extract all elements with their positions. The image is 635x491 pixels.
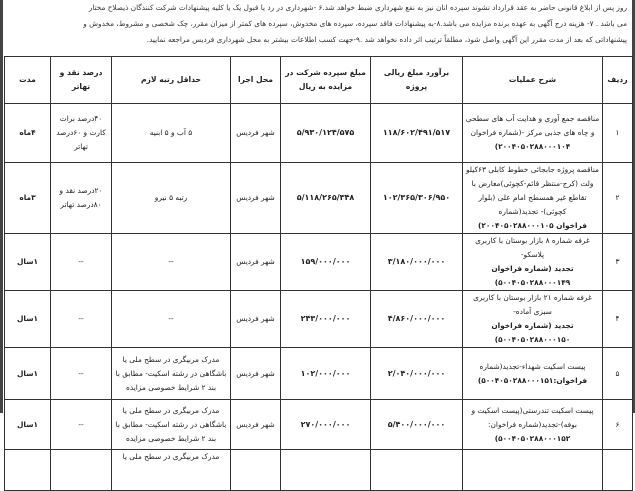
cell-location: شهر فردیس: [231, 234, 281, 291]
header-payment: درصد نقد و تهاتر: [51, 57, 112, 104]
intro-line-3: پیشنهاداتی که بعد از مدت مقرر این آگهی واصل شود، مطلقاً ترتیب اثر داده نخواهد شد .۹-جهت کسب اطلاعات بیشتر به محل شهرداری فردیس مراجعه نمایید.: [146, 35, 627, 44]
description-text: غرفه شماره ۲۱ بازار بوستان با کاربری سبزی آماده-: [473, 293, 592, 316]
cell-rank: مدرک مربیگری در سطح ملی یا باشگاهی در رشته اسکیت- مطابق با بند ۲ شرایط خصوصی مزایده: [112, 400, 231, 450]
cell-duration: ۱سال: [5, 234, 51, 291]
description-code: ۲۰۰۴۰۵۰۲۸۸۰۰۰۱۰۴): [494, 142, 571, 151]
cell-row-number: ۱: [603, 104, 633, 163]
cell-estimate: ۵/۴۰۰/۰۰۰/۰۰۰: [371, 400, 463, 450]
cell-duration: ۱سال: [5, 291, 51, 348]
table-row: [5, 104, 633, 163]
cell-estimate: ۴/۸۶۰/۰۰۰/۰۰۰: [371, 291, 463, 348]
cell-deposit: ۵/۹۳۰/۱۲۴/۵۷۵: [281, 104, 371, 163]
header-row-number: ردیف: [603, 57, 633, 104]
cell-payment: ۲۰درصد نقد و ۸۰درصد تهاتر: [51, 163, 112, 234]
cell-rank: --: [112, 291, 231, 348]
cell-deposit: ۱۰۲/۰۰۰/۰۰۰: [281, 348, 371, 400]
cell-duration: ۳ماه: [5, 163, 51, 234]
header-rank: حداقل رتبه لازم: [112, 57, 231, 104]
cell-estimate: ۲/۰۴۰/۰۰۰/۰۰۰: [371, 348, 463, 400]
cell-location: شهر فردیس: [231, 104, 281, 163]
cell-deposit: ۱۵۹/۰۰۰/۰۰۰: [281, 234, 371, 291]
cell-deposit: ۲۷۰/۰۰۰/۰۰۰: [281, 400, 371, 450]
cell-duration: ۴ماه: [5, 104, 51, 163]
intro-line-2: می باشد . ۷- هزینه درج آگهی به عهده برنده مزایده می باشد.۸-به پیشنهادات فاقد سپرده، سپرده های مخدوش، سپرده های کمتر از میزان مقرر، چک شخصی و مشروط، مخدوش و: [83, 19, 627, 28]
cell-description: [463, 400, 603, 450]
cell-rank: ۵ آب و ۵ ابنیه: [112, 104, 231, 163]
table-row: [5, 348, 633, 400]
description-code: تجدید (شماره فراخوان ۵۰۰۴۰۵۰۲۸۸۰۰۰۱۵۰): [491, 321, 574, 344]
table-row: [5, 450, 633, 491]
table-row: [5, 163, 633, 234]
cell-description: [463, 291, 603, 348]
cell-deposit: [281, 450, 371, 491]
header-deposit: مبلغ سپرده شرکت در مزایده به ریال: [281, 57, 371, 104]
cell-payment: --: [51, 234, 112, 291]
cell-description: [463, 163, 603, 234]
header-description: شرح عملیات: [463, 57, 603, 104]
description-text: پیست اسکیت شهداء-تجدید(شماره: [479, 361, 586, 371]
description-code: فراخوان ۲۰۰۴۰۵۰۲۸۸۰۰۰۱۰۵): [478, 221, 587, 230]
description-text: مناقصه جمع آوری و هدایت آب های سطحی و چاه های جذبی مرکز -(شماره فراخوان: [465, 114, 600, 137]
cell-rank: مدرک مربیگری در سطح ملی یا باشگاهی در رشته اسکیت- مطابق با بند ۲ شرایط خصوصی مزایده: [112, 348, 231, 400]
cell-estimate: ۳/۱۸۰/۰۰۰/۰۰۰: [371, 234, 463, 291]
cell-estimate: [371, 450, 463, 491]
cell-location: شهر فردیس: [231, 291, 281, 348]
header-duration: مدت: [5, 57, 51, 104]
cell-row-number: ۵: [603, 348, 633, 400]
cell-row-number: [603, 450, 633, 491]
cell-location: شهر فردیس: [231, 400, 281, 450]
cell-location: [231, 450, 281, 491]
description-text: پیست اسکیت تندرستی(پیست اسکیت و بوفه)-تجدید(شماره فراخوان:: [471, 405, 594, 429]
cell-payment: --: [51, 400, 112, 450]
cell-row-number: ۳: [603, 234, 633, 291]
cell-payment: --: [51, 291, 112, 348]
cell-location: شهر فردیس: [231, 163, 281, 234]
cell-description: [463, 234, 603, 291]
cell-rank: --: [112, 234, 231, 291]
cell-rank: رتبه ۵ نیرو: [112, 163, 231, 234]
cell-deposit: ۲۴۳/۰۰۰/۰۰۰: [281, 291, 371, 348]
header-location: محل اجرا: [231, 57, 281, 104]
table-row: [5, 400, 633, 450]
cell-payment: ۴۰درصد برات کارت و ۶۰درصد تهاتر: [51, 104, 112, 163]
cell-description: [463, 450, 603, 491]
cell-row-number: ۴: [603, 291, 633, 348]
table-row: [5, 234, 633, 291]
cell-payment: --: [51, 348, 112, 400]
cell-estimate: ۱۰۲/۳۶۵/۳۰۶/۹۵۰: [371, 163, 463, 234]
description-code: فراخوان:۵۰۰۴۰۵۰۲۸۸۰۰۰۱۵۱): [477, 375, 588, 385]
intro-text: [8, 0, 627, 52]
cell-estimate: ۱۱۸/۶۰۲/۴۹۱/۵۱۷: [371, 104, 463, 163]
description-text: مناقصه پروژه جابجائی خطوط کابلی ۶۳کیلو ولت (کرج-منتظر قائم-کچوئی)معارض با تقاطع غیر همسطح امام علی (بلوار کچوئی)- تجدید(شماره: [465, 165, 600, 216]
cell-row-number: ۶: [603, 400, 633, 450]
description-code: ۵۰۰۴۰۵۰۲۸۸۰۰۰۱۵۲): [494, 433, 571, 443]
cell-deposit: ۵/۱۱۸/۲۶۵/۳۴۸: [281, 163, 371, 234]
tender-table: [4, 56, 633, 491]
cell-duration: ۱سال: [5, 348, 51, 400]
cell-row-number: ۲: [603, 163, 633, 234]
cell-description: [463, 348, 603, 400]
intro-line-1: روز پس از ابلاغ قانونی حاضر به عقد قرارداد نشوند سپرده انان نیز به نفع شهرداری ضبط خواهد شد.۶ -شهرداری در رد یا قبول یک یا کلیه پیشنهادات شرکت کنندگان ذیصلاح مختار: [88, 3, 627, 12]
header-estimate: برآورد مبلغ ریالی پروژه: [371, 57, 463, 104]
description-text: غرفه شماره ۸ بازار بوستان با کاربری پلاسکو-: [475, 236, 590, 259]
cell-payment: [51, 450, 112, 491]
cell-duration: [5, 450, 51, 491]
cell-rank: مدرک مربیگری در سطح ملی یا: [112, 450, 231, 491]
cell-description: [463, 104, 603, 163]
cell-location: شهر فردیس: [231, 348, 281, 400]
cell-duration: ۱سال: [5, 400, 51, 450]
table-header-row: [5, 57, 633, 104]
description-code: تجدید (شماره فراخوان ۵۰۰۴۰۵۰۲۸۸۰۰۰۱۴۹): [491, 264, 574, 287]
table-row: [5, 291, 633, 348]
